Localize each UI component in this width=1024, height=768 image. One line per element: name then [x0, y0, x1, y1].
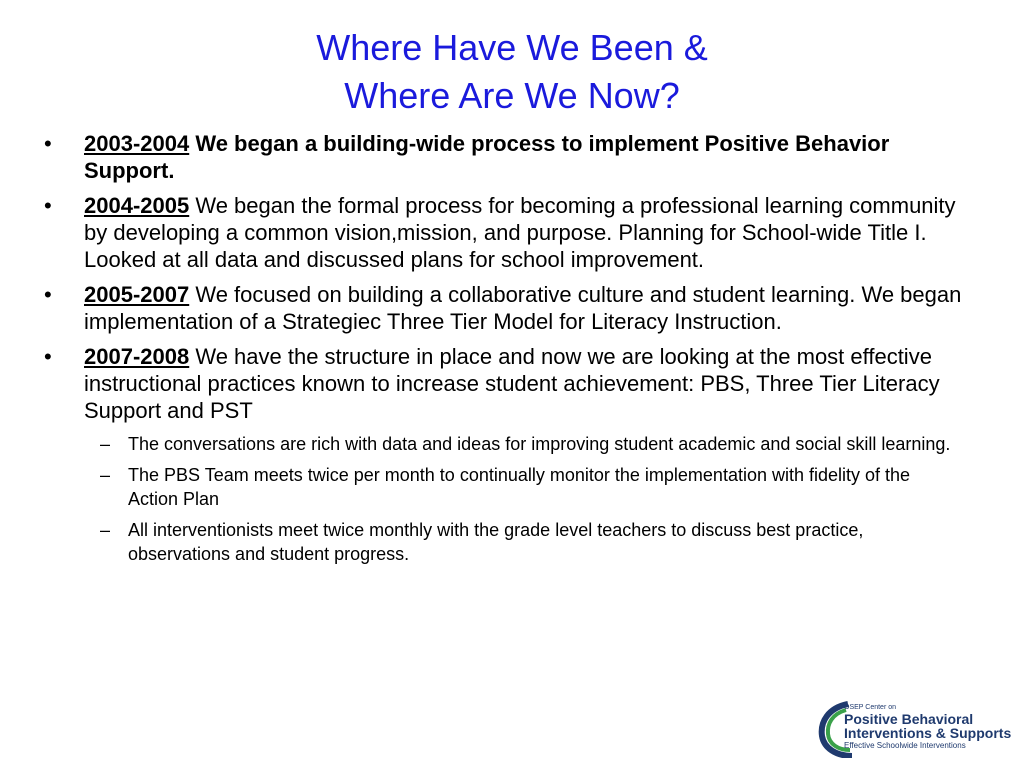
sub-bullet-text: All interventionists meet twice monthly with the grade level teachers to discuss best practice, observations and student progress.	[128, 520, 864, 564]
bullet-text: We began a building-wide process to implement Positive Behavior Support.	[84, 131, 890, 183]
sub-bullet-text: The conversations are rich with data and ideas for improving student academic and social skill learning.	[128, 434, 951, 454]
bullet-item	[0, 192, 1024, 273]
bullet-dot-icon: •	[44, 344, 52, 369]
bullet-dot-icon: •	[44, 131, 52, 156]
dash-icon: –	[100, 465, 111, 485]
sub-bullet-list	[84, 432, 964, 566]
logo-line-2: Interventions & Supports	[844, 725, 1012, 741]
bullet-list	[0, 130, 1024, 574]
sub-bullet-item	[84, 463, 964, 511]
bullet-year: 2004-2005	[84, 193, 190, 218]
title-line-1: Where Have We Been &	[316, 27, 708, 68]
logo-line-1: Positive Behavioral	[844, 711, 974, 727]
bullet-year: 2003-2004	[84, 131, 190, 156]
bullet-item	[0, 281, 1024, 335]
bullet-item	[0, 130, 1024, 184]
bullet-year: 2005-2007	[84, 282, 190, 307]
logo-top-text: OSEP Center on	[844, 704, 897, 711]
title-line-2: Where Are We Now?	[344, 75, 680, 116]
bullet-dot-icon: •	[44, 282, 52, 307]
pbis-logo	[818, 700, 1016, 758]
sub-bullet-item	[84, 432, 964, 456]
logo-tagline: Effective Schoolwide Interventions	[844, 741, 966, 750]
dash-icon: –	[100, 434, 111, 454]
bullet-dot-icon: •	[44, 193, 52, 218]
sub-bullet-item	[84, 518, 964, 566]
bullet-item	[0, 343, 1024, 566]
bullet-year: 2007-2008	[84, 344, 190, 369]
slide-title	[0, 24, 1024, 120]
bullet-text: We focused on building a collaborative culture and student learning. We began implementation of a Strategiec Three Tier Model for Literacy Instruction.	[84, 282, 962, 334]
bullet-text: We began the formal process for becoming a professional learning community by developing a common vision,mission, and purpose. Planning for School-wide Title I. Looked at all data and discussed plans for school improvement.	[84, 193, 956, 272]
dash-icon: –	[100, 520, 111, 540]
bullet-text: We have the structure in place and now we are looking at the most effective instructional practices known to increase student achievement: PBS, Three Tier Literacy Support and PST	[84, 344, 940, 423]
sub-bullet-text: The PBS Team meets twice per month to continually monitor the implementation with fidelity of the Action Plan	[128, 465, 911, 509]
